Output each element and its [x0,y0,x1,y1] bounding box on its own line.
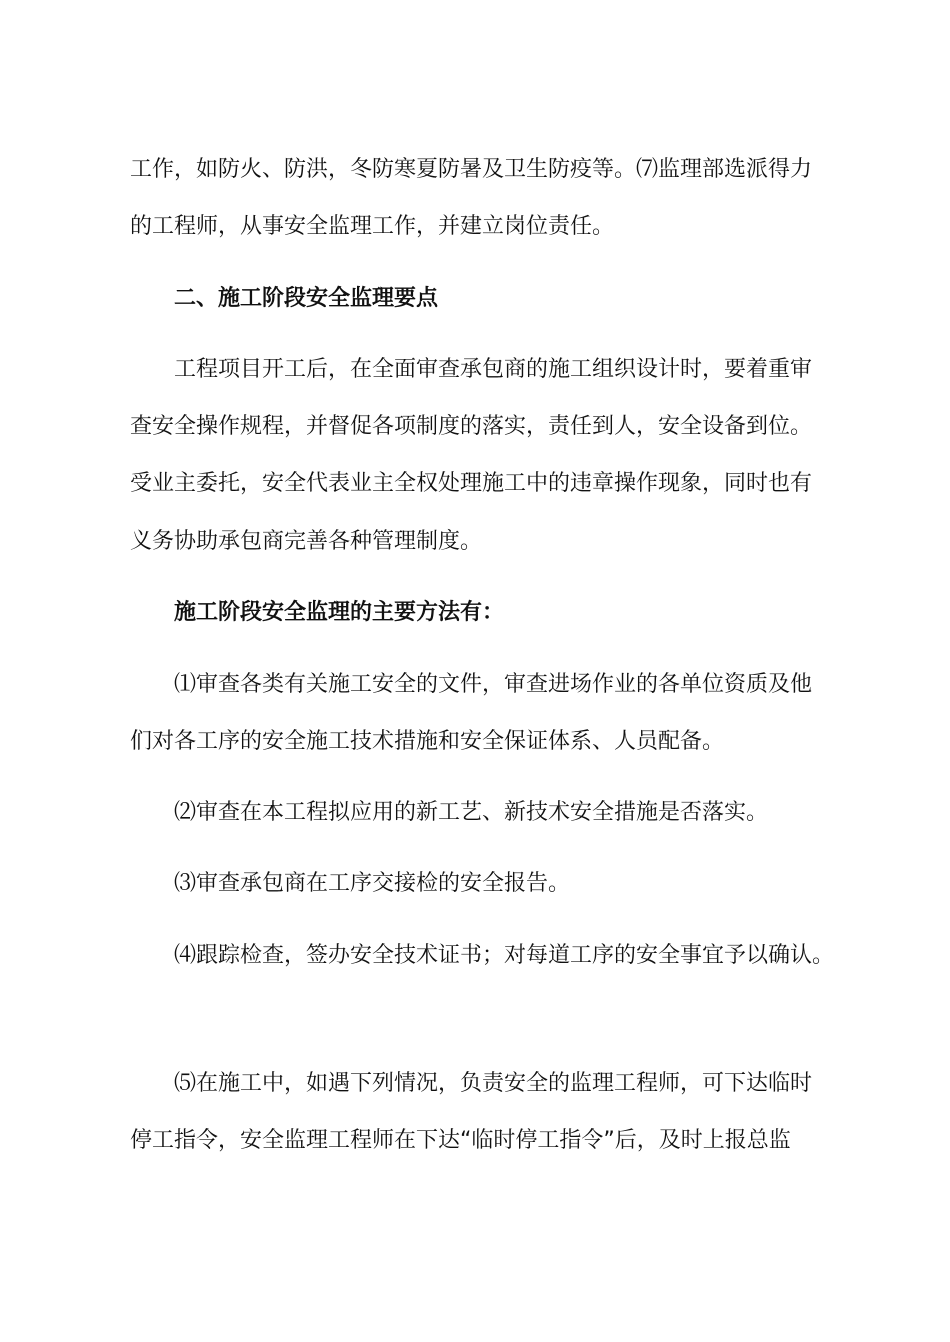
list-item: ⑷跟踪检查，签办安全技术证书；对每道工序的安全事宜予以确认。 [174,943,835,968]
list-item: ⑴审查各类有关施工安全的文件，审查进场作业的各单位资质及他 [174,672,813,697]
list-item-continuation: 们对各工序的安全施工技术措施和安全保证体系、人员配备。 [130,729,725,754]
subheading: 施工阶段安全监理的主要方法有： [174,600,505,625]
paragraph-line: 查安全操作规程，并督促各项制度的落实，责任到人，安全设备到位。 [130,414,813,439]
list-item: ⑶审查承包商在工序交接检的安全报告。 [174,871,571,896]
list-item-continuation: 停工指令，安全监理工程师在下达“临时停工指令”后，及时上报总监 [130,1128,791,1153]
paragraph-line: 工程项目开工后，在全面审查承包商的施工组织设计时，要着重审 [174,357,813,382]
paragraph-line: 工作，如防火、防洪，冬防寒夏防暑及卫生防疫等。⑺监理部选派得力 [130,157,813,182]
list-item: ⑸在施工中，如遇下列情况，负责安全的监理工程师，可下达临时 [174,1071,813,1096]
paragraph-line: 的工程师，从事安全监理工作，并建立岗位责任。 [130,214,615,239]
list-item: ⑵审查在本工程拟应用的新工艺、新技术安全措施是否落实。 [174,800,769,825]
paragraph-line: 义务协助承包商完善各种管理制度。 [130,529,483,554]
section-heading: 二、施工阶段安全监理要点 [174,286,439,311]
paragraph-line: 受业主委托，安全代表业主全权处理施工中的违章操作现象，同时也有 [130,471,813,496]
